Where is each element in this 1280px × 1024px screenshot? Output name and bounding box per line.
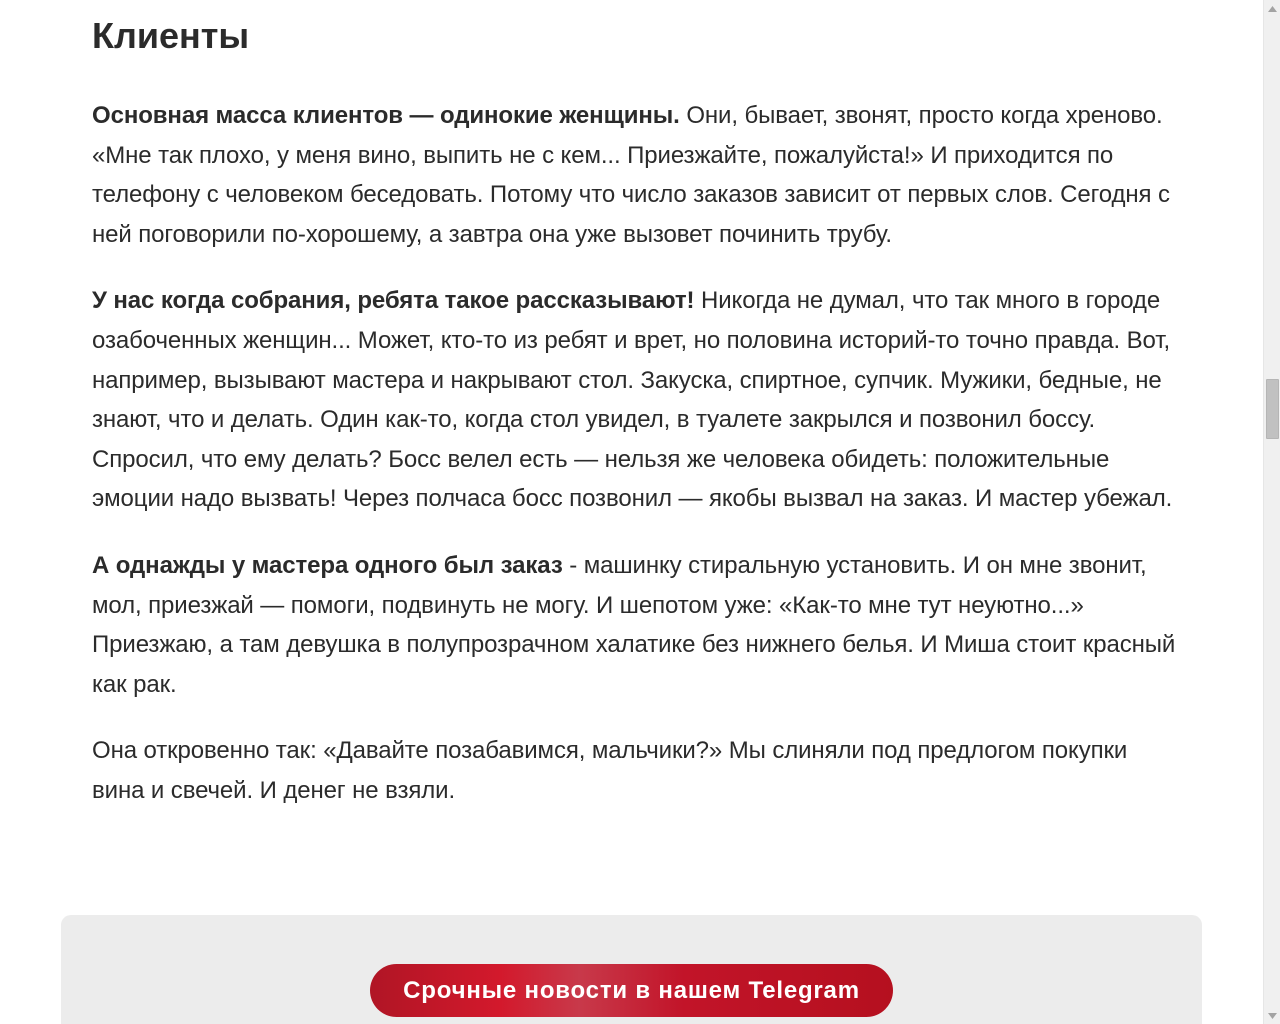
paragraph-2-text: Никогда не думал, что так много в городе озабоченных женщин... Может, кто-то из ребят и врет, но половина историй-то точно правда. Вот, например, вызывают мастера и накрывают стол. Закуска, спиртное, супчик. Мужики, бедные, не знают, что и делать. Один как-то, когда стол увидел, в туалете закрылся и позвонил боссу. Спросил, что ему делать? Босс велел есть — нельзя же человека обидеть: положительные эмоции надо вызвать! Через полчаса босс позвонил — якобы вызвал на заказ. И мастер убежал. (92, 287, 1173, 513)
paragraph-3 (92, 546, 1182, 704)
paragraph-4-text: Она откровенно так: «Давайте позабавимся, мальчики?» Мы слиняли под предлогом покупки вина и свечей. И денег не взяли. (92, 737, 1128, 804)
paragraph-3-lead: А однажды у мастера одного был заказ (92, 551, 563, 579)
paragraph-2 (92, 281, 1182, 519)
vertical-scrollbar[interactable] (1263, 0, 1280, 1024)
paragraph-3-text: - машинку стиральную установить. И он мне звонит, мол, приезжай — помоги, подвинуть не могу. И шепотом уже: «Как-то мне тут неуютно...» Приезжаю, а там девушка в полупрозрачном халатике без нижнего белья. И Миша стоит красный как рак. (92, 551, 1176, 698)
scrollbar-thumb[interactable] (1266, 379, 1279, 439)
paragraph-1-text: Они, бывает, звонят, просто когда хреново. «Мне так плохо, у меня вино, выпить не с кем... Приезжайте, пожалуйста!» И приходится по телефону с человеком беседовать. Потому что число заказов зависит от первых слов. Сегодня с ней поговорили по-хорошему, а завтра она уже вызовет починить трубу. (92, 102, 1170, 248)
paragraph-1 (92, 96, 1182, 254)
scroll-up-icon[interactable] (1264, 0, 1280, 17)
article-body (92, 14, 1182, 838)
section-title: Клиенты (92, 15, 250, 56)
telegram-subscribe-button[interactable]: Срочные новости в нашем Telegram (370, 964, 893, 1017)
scroll-down-icon[interactable] (1264, 1007, 1280, 1024)
paragraph-2-lead: У нас когда собрания, ребята такое рассказывают! (92, 287, 695, 315)
paragraph-1-lead: Основная масса клиентов — одинокие женщины. (92, 102, 680, 129)
paragraph-4 (92, 731, 1182, 810)
